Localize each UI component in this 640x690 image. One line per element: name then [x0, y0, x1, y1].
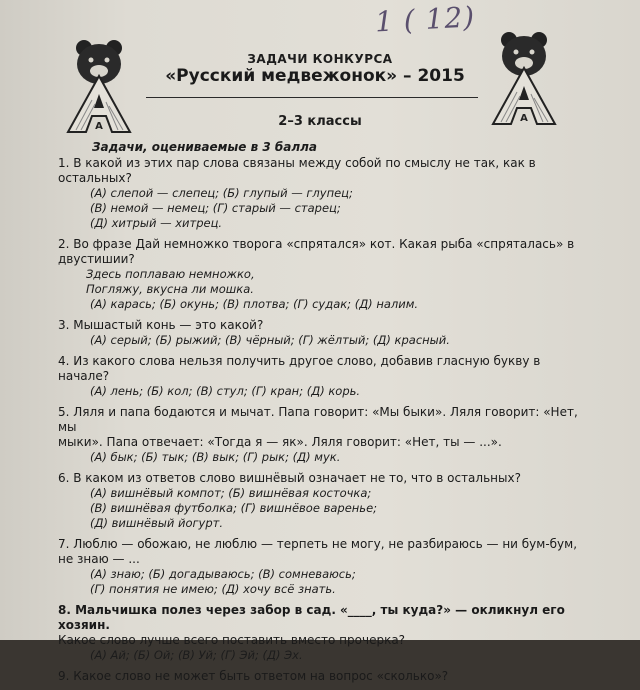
answer-options: (А) Ай; (Б) Ой; (В) Уй; (Г) Эй; (Д) Эх. [90, 648, 303, 662]
handwritten-note: 1 ( 12) [374, 0, 476, 39]
answer-options: (А) лень; (Б) кол; (В) стул; (Г) кран; (Д) корь. [90, 384, 361, 398]
grade-label: 2–3 классы [278, 114, 362, 129]
question-text: 5. Ляля и папа бодаются и мычат. Папа говорит: «Мы быки». Ляля говорит: «Нет, мы [58, 405, 578, 434]
answer-options: (Д) вишнёвый йогурт. [90, 516, 223, 530]
question-text: 9. Какое слово не может быть ответом на вопрос «сколько»? [58, 669, 449, 683]
question-text: 4. Из какого слова нельзя получить другое слово, добавив гласную букву в начале? [58, 354, 541, 383]
question-text: 6. В каком из ответов слово вишнёвый означает не то, что в остальных? [58, 471, 521, 485]
question-text: двустишии? [58, 252, 135, 266]
answer-options: (А) карась; (Б) окунь; (В) плотва; (Г) судак; (Д) налим. [90, 297, 419, 311]
svg-text:А: А [520, 113, 528, 124]
answer-options: (А) слепой — слепец; (Б) глупый — глупец; [90, 186, 353, 200]
question-1 [58, 156, 588, 237]
question-text: 3. Мышастый конь — это какой? [58, 318, 264, 332]
answer-options: (А) знаю; (Б) догадываюсь; (В) сомневаюсь; [90, 567, 356, 581]
poem-line: Погляжу, вкусна ли мошка. [86, 282, 254, 296]
question-text: 1. В какой из этих пар слова связаны между собой по смыслу не так, как в остальных? [58, 156, 536, 185]
answer-options: (А) серый; (Б) рыжий; (В) чёрный; (Г) жёлтый; (Д) красный. [90, 333, 450, 347]
question-7 [58, 537, 588, 603]
question-5 [58, 405, 588, 471]
question-6 [58, 471, 588, 537]
question-2 [58, 237, 588, 318]
poem-line: Здесь поплаваю немножко, [86, 267, 255, 281]
answer-options: (А) бык; (Б) тык; (В) вык; (Г) рык; (Д) мук. [90, 450, 341, 464]
question-9 [58, 669, 588, 690]
question-text: 2. Во фразе Дай немножко творога «спрятался» кот. Какая рыба «спряталась» в [58, 237, 575, 251]
question-3 [58, 318, 588, 354]
header-divider [146, 97, 478, 98]
bear-logo-right-icon [487, 30, 561, 126]
answer-options: (Д) хитрый — хитрец. [90, 216, 223, 230]
questions-list [58, 156, 588, 690]
question-text: 7. Люблю — обожаю, не люблю — терпеть не могу, не разбираюсь — ни бум-бум, [58, 537, 578, 551]
question-text: не знаю — ... [58, 552, 140, 566]
question-text: мыки». Папа отвечает: «Тогда я — як». Ляля говорит: «Нет, ты — ...». [58, 435, 502, 449]
answer-options: (Г) понятия не имею; (Д) хочу всё знать. [90, 582, 336, 596]
question-text: 8. Мальчишка полез через забор в сад. «____, ты куда?» — окликнул его хозяин. [58, 603, 565, 632]
question-text: Какое слово лучше всего поставить вместо прочерка? [58, 633, 406, 647]
question-4 [58, 354, 588, 405]
contest-subtitle: «Русский медвежонок» – 2015 [165, 66, 465, 86]
answer-options: (А) вишнёвый компот; (Б) вишнёвая косточка; [90, 486, 372, 500]
contest-title: ЗАДАЧИ КОНКУРСА [247, 52, 393, 66]
question-8 [58, 603, 588, 669]
section-heading: Задачи, оцениваемые в 3 балла [92, 140, 318, 154]
answer-options: (В) вишнёвая футболка; (Г) вишнёвое варенье; [90, 501, 378, 515]
answer-options: (В) немой — немец; (Г) старый — старец; [90, 201, 341, 215]
svg-text:А: А [95, 121, 103, 132]
